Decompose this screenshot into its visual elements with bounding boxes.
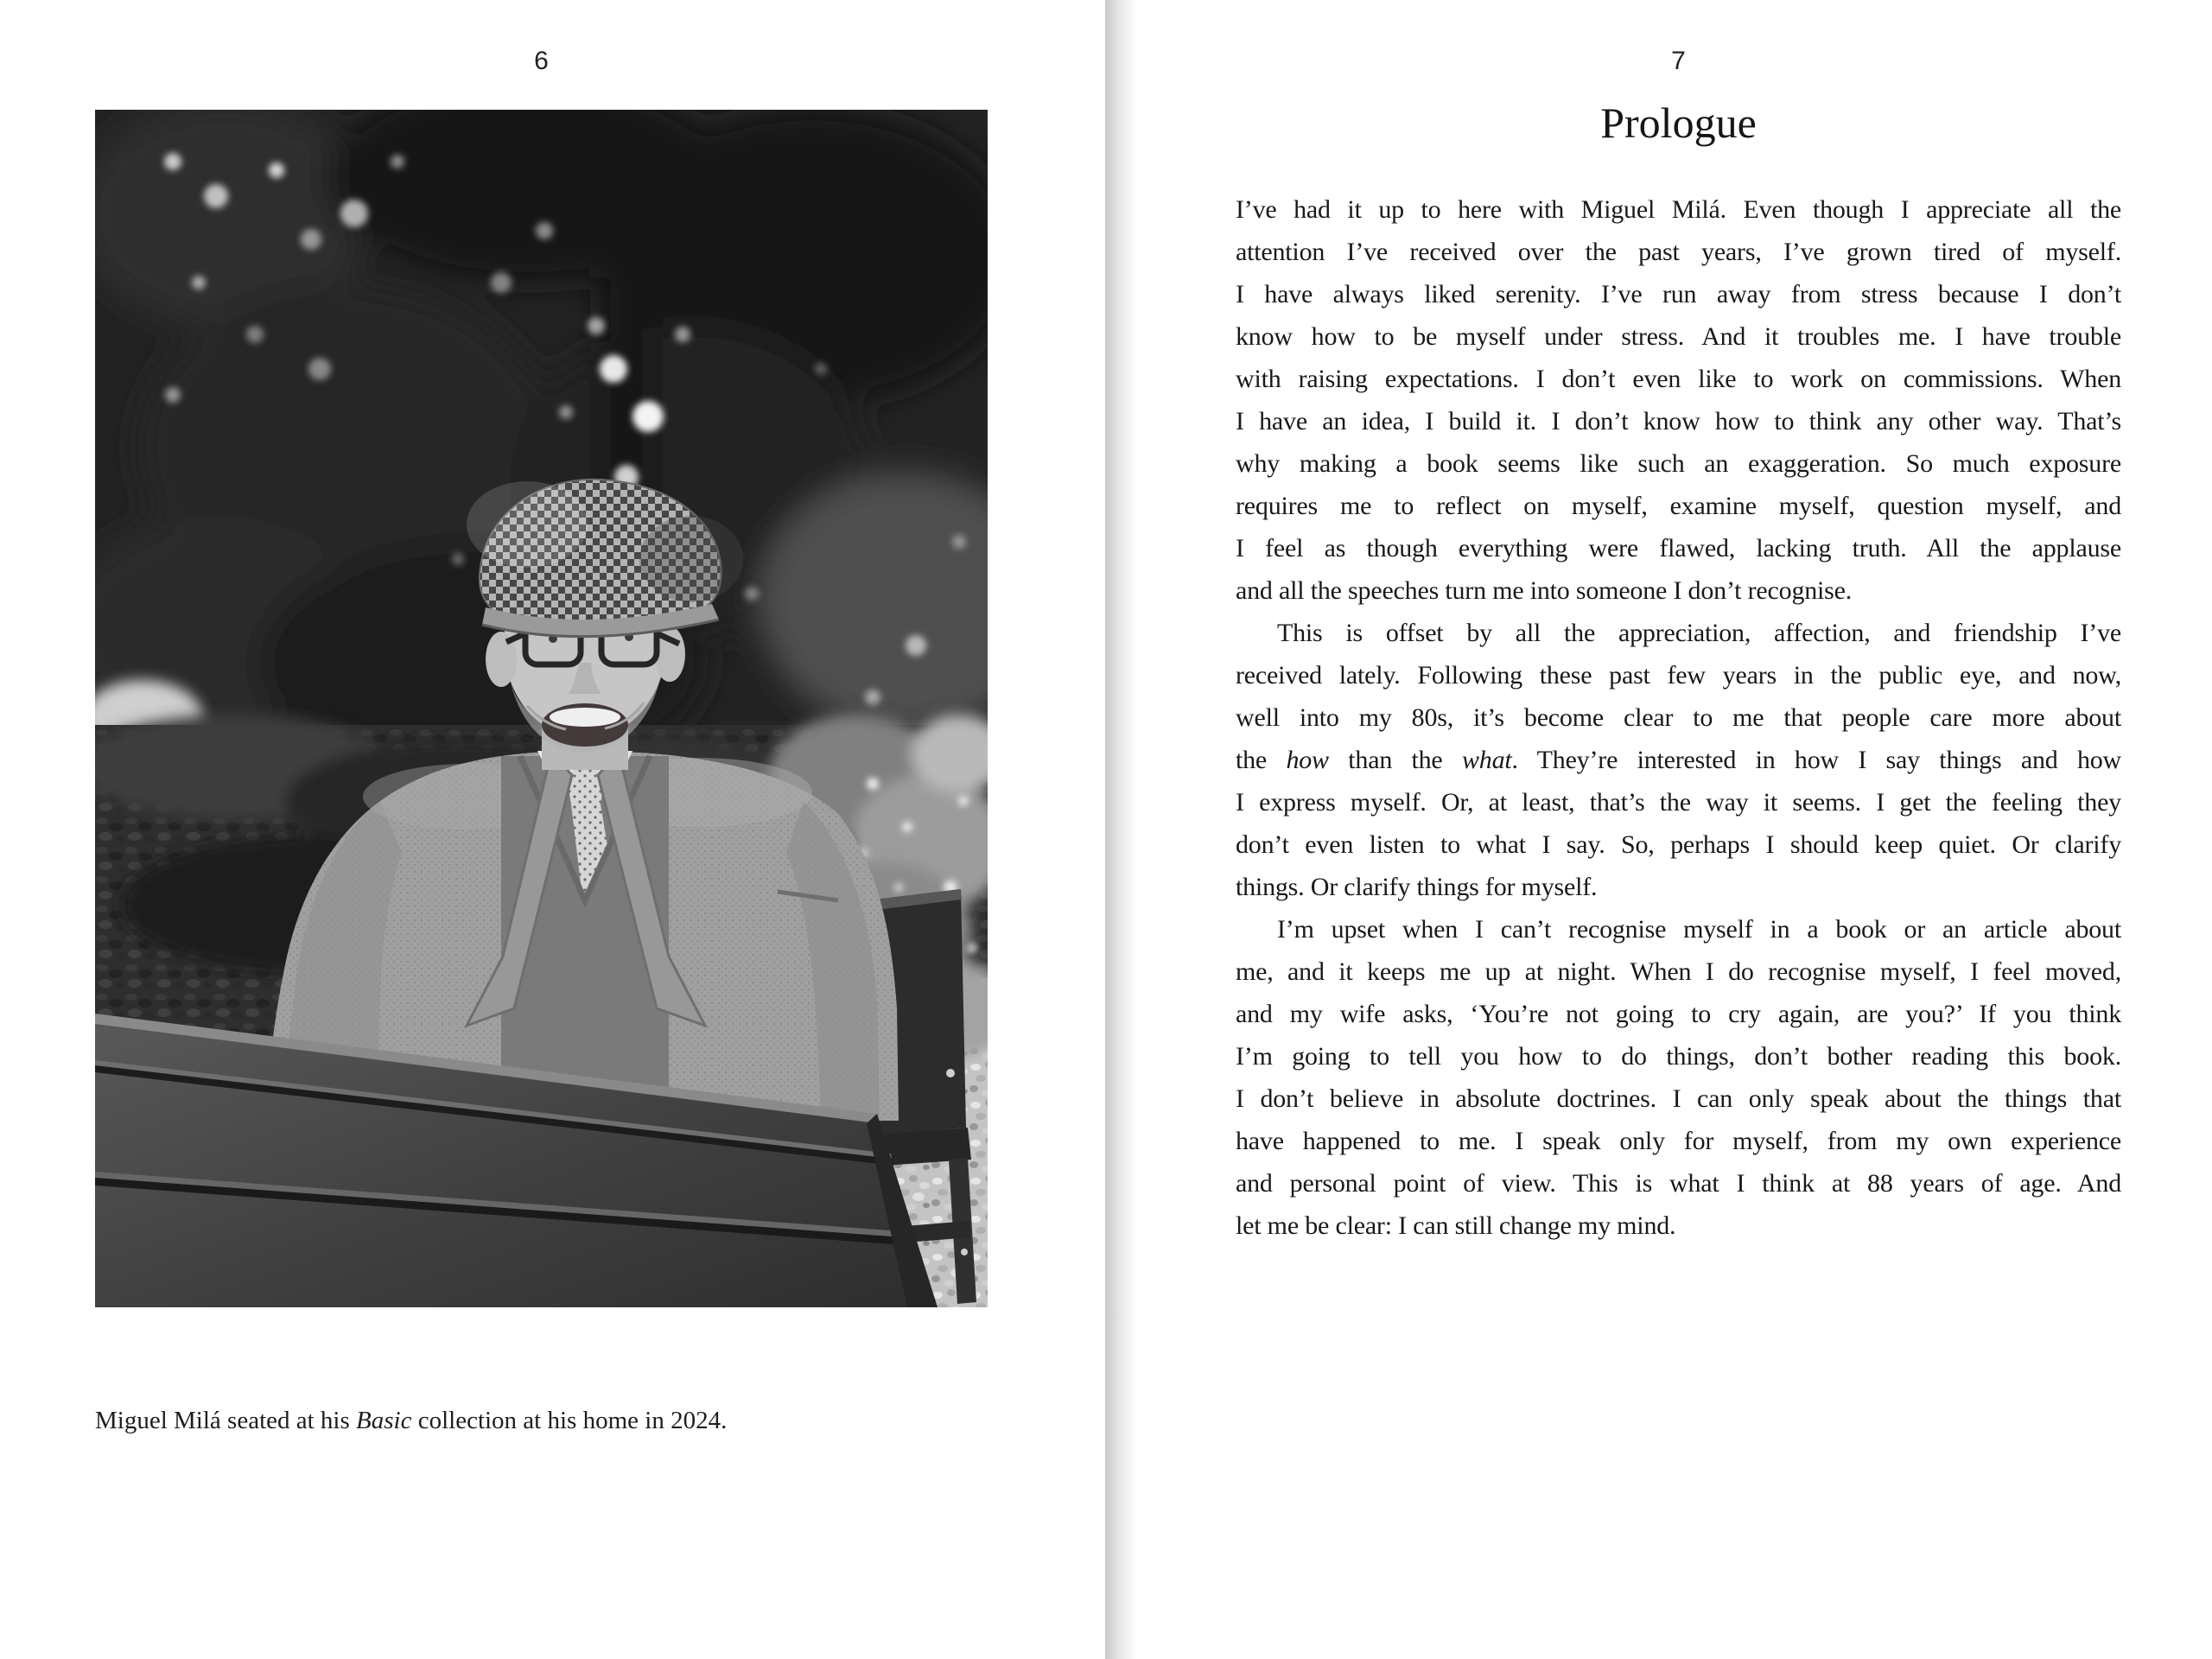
body-line: requires me to reflect on myself, examine myself, question myself, and	[1236, 492, 2121, 520]
body-line: let me be clear: I can still change my mind.	[1236, 1211, 1676, 1240]
body-line: things. Or clarify things for myself.	[1236, 873, 1598, 901]
body-line: the how than the what. They’re interested in how I say things and how	[1236, 746, 2122, 774]
photo-figure	[95, 110, 988, 1437]
body-line: I have always liked serenity. I’ve run away from stress because I don’t	[1236, 280, 2121, 308]
body-text	[1236, 188, 2121, 1247]
caption-text-end: collection at his home in 2024.	[411, 1407, 728, 1434]
body-line: I’m going to tell you how to do things, don’t bother reading this book.	[1236, 1042, 2121, 1071]
photo-caption	[95, 1404, 988, 1437]
body-line: I don’t believe in absolute doctrines. I can only speak about the things that	[1236, 1084, 2121, 1113]
body-line: have happened to me. I speak only for myself, from my own experience	[1236, 1127, 2121, 1155]
caption-text: Miguel Milá seated at his	[95, 1407, 357, 1434]
body-line: I have an idea, I build it. I don’t know how to think any other way. That’s	[1236, 407, 2121, 435]
page-number-right: 7	[1671, 47, 1686, 75]
caption-work-title: Basic	[356, 1407, 412, 1434]
body-line: attention I’ve received over the past years, I’ve grown tired of myself.	[1236, 238, 2121, 266]
body-line: I’m upset when I can’t recognise myself in a book or an article about	[1277, 915, 2121, 944]
body-line: know how to be myself under stress. And it troubles me. I have trouble	[1236, 322, 2121, 351]
body-line: and my wife asks, ‘You’re not going to cry again, are you?’ If you think	[1236, 1000, 2121, 1028]
body-line: and personal point of view. This is what I think at 88 years of age. And	[1236, 1169, 2121, 1198]
page-right	[1106, 0, 2212, 1659]
body-line: and all the speeches turn me into someone I don’t recognise.	[1236, 576, 1853, 605]
body-line: well into my 80s, it’s become clear to me that people care more about	[1236, 703, 2121, 732]
body-line: I’ve had it up to here with Miguel Milá. Even though I appreciate all the	[1236, 195, 2121, 224]
body-line: why making a book seems like such an exaggeration. So much exposure	[1236, 449, 2121, 478]
body-line: don’t even listen to what I say. So, perhaps I should keep quiet. Or clarify	[1236, 830, 2121, 859]
photo-miguel-mila	[95, 110, 988, 1307]
body-line: with raising expectations. I don’t even like to work on commissions. When	[1236, 365, 2121, 393]
body-line: This is offset by all the appreciation, affection, and friendship I’ve	[1277, 619, 2121, 647]
chapter-title: Prologue	[1600, 99, 1757, 147]
body-line: received lately. Following these past few years in the public eye, and now,	[1236, 661, 2121, 690]
body-line: I express myself. Or, at least, that’s the way it seems. I get the feeling they	[1236, 788, 2121, 817]
body-line: me, and it keeps me up at night. When I do recognise myself, I feel moved,	[1236, 957, 2121, 986]
page-number-left: 6	[534, 47, 549, 75]
body-line: I feel as though everything were flawed, lacking truth. All the applause	[1236, 534, 2121, 563]
